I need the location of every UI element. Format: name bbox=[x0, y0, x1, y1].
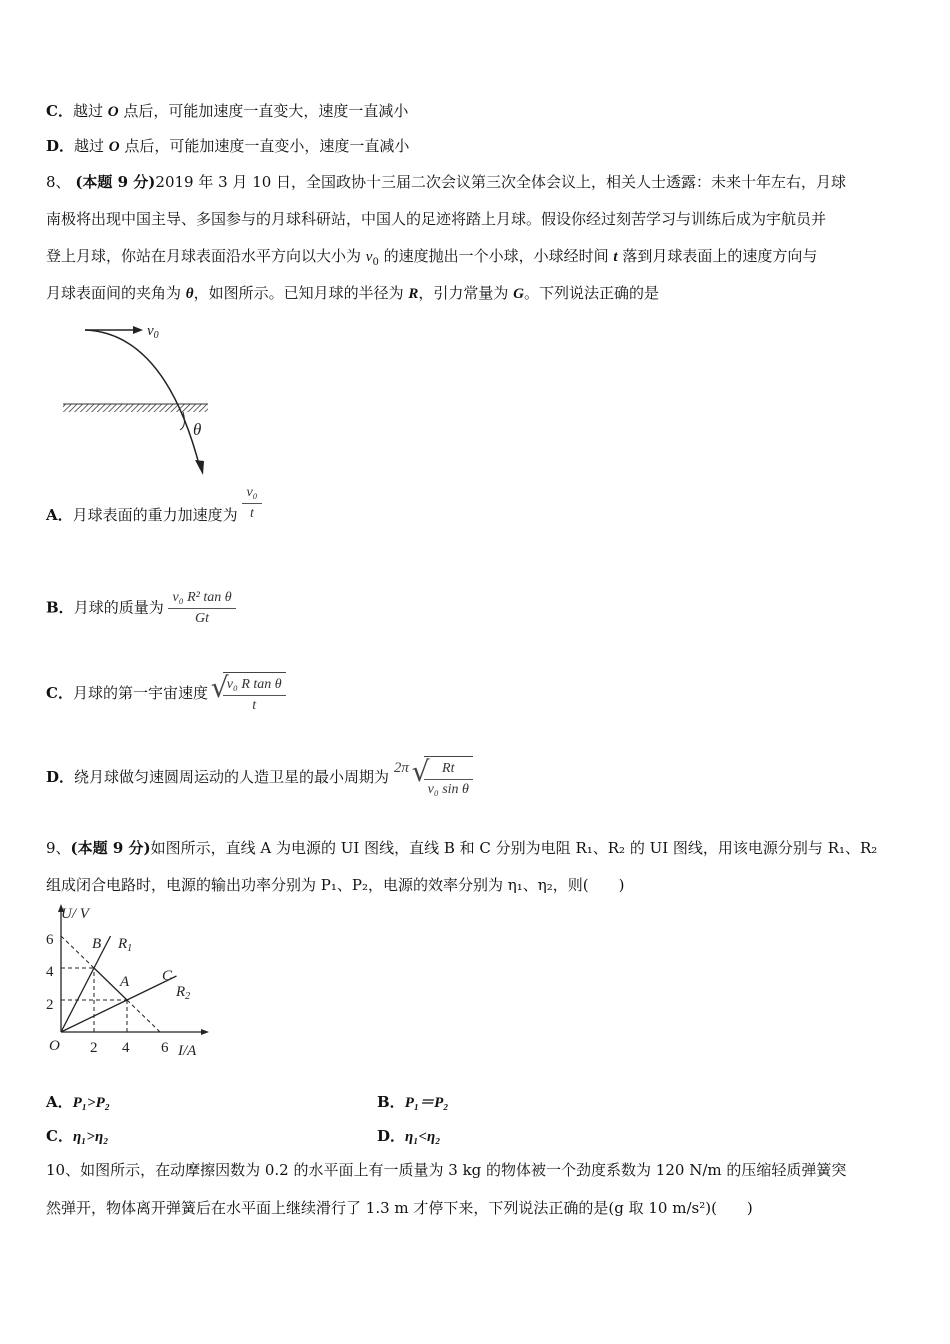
q8-option-d[interactable]: D．绕月球做匀速圆周运动的人造卫星的最小周期为 2π √ $\frac{Rt}{\text{v₀ sin θ}}$ bbox=[46, 756, 473, 800]
x-tick-2: 2 bbox=[90, 1040, 98, 1056]
trajectory-curve bbox=[85, 330, 200, 468]
q9-option-d[interactable]: D．η₁<η₂ bbox=[377, 1127, 441, 1145]
line-b-label: B bbox=[92, 936, 102, 952]
q8-projectile-figure bbox=[55, 318, 225, 483]
y-tick-4: 4 bbox=[46, 964, 54, 980]
series-line-c bbox=[61, 976, 177, 1032]
ground-surface bbox=[63, 404, 208, 412]
y-axis-label: U/ V bbox=[61, 906, 89, 922]
q8-stem-line4: 月球表面间的夹角为 θ，如图所示。已知月球的半径为 R，引力常量为 G。下列说法正确的是 bbox=[46, 284, 660, 302]
q8-stem-line3: 登上月球，你站在月球表面沿水平方向以大小为 $v_0$ 的速度抛出一个小球，小球经时间 t 落到月球表面上的速度方向与 bbox=[46, 247, 818, 268]
q8-option-a[interactable]: A．月球表面的重力加速度为 $\frac{\text{v₀}}{t}$ bbox=[46, 505, 262, 525]
q10-stem-line1: 10、如图所示，在动摩擦因数为 0.2 的水平面上有一质量为 3 kg 的物体被一个劲度系数为 120 N/m 的压缩轻质弹簧突 bbox=[46, 1161, 847, 1179]
q8-stem-line2: 南极将出现中国主导、多国参与的月球科研站，中国人的足迹将踏上月球。假设你经过刻苦学习与训练后成为宇航员并 bbox=[46, 210, 827, 228]
q8-option-c[interactable]: C．月球的第一宇宙速度 √ $\frac{\text{v₀ R tan θ}}{t}$ bbox=[46, 672, 286, 716]
q9-stem-line1: 9、(本题 9 分)如图所示，直线 A 为电源的 UI 图线，直线 B 和 C 分别为电阻 R₁、R₂ 的 UI 图线，用该电源分别与 R₁、R₂ bbox=[46, 839, 878, 857]
q9-stem-line2: 组成闭合电路时，电源的输出功率分别为 P₁、P₂，电源的效率分别为 η₁、η₂，则( ) bbox=[46, 876, 625, 894]
line-r2-label: $R_2$ bbox=[176, 984, 191, 1002]
x-tick-6: 6 bbox=[161, 1040, 169, 1056]
series-line-b bbox=[61, 936, 111, 1032]
q8-option-b[interactable]: B．月球的质量为 $\frac{\text{v₀ R² tan θ}}{Gt}$ bbox=[46, 588, 236, 629]
y-tick-2: 2 bbox=[46, 997, 54, 1013]
q8-stem-line1: 8、 (本题 9 分)2019 年 3 月 10 日，全国政协十三届二次会议第三次全体会议上，相关人士透露：未来十年左右，月球 bbox=[46, 173, 847, 191]
q9-ui-chart bbox=[40, 902, 220, 1062]
series-a-lower-dashed bbox=[127, 1000, 160, 1032]
q9-option-c[interactable]: C．η₁>η₂ bbox=[46, 1127, 109, 1145]
line-c-label: C bbox=[162, 968, 173, 984]
q9-option-b[interactable]: B．P₁＝P₂ bbox=[377, 1093, 449, 1111]
q9-option-a[interactable]: A．P₁>P₂ bbox=[46, 1093, 110, 1111]
svg-text:θ: θ bbox=[193, 420, 202, 439]
q10-stem-line2: 然弹开，物体离开弹簧后在水平面上继续滑行了 1.3 m 才停下来，下列说法正确的是(g 取 10 m/s²)( ) bbox=[46, 1199, 753, 1217]
series-a-upper-dashed bbox=[61, 936, 94, 968]
y-tick-6: 6 bbox=[46, 932, 54, 948]
line-a-label: A bbox=[120, 974, 130, 990]
line-r1-label: $R_1$ bbox=[118, 936, 133, 954]
origin-label: O bbox=[49, 1038, 60, 1054]
x-axis-label: I/A bbox=[178, 1043, 197, 1059]
svg-text:v0: $v_0$ bbox=[147, 323, 159, 341]
x-tick-4: 4 bbox=[122, 1040, 130, 1056]
q7-option-c[interactable]: C．越过 O 点后，可能加速度一直变大，速度一直减小 bbox=[46, 102, 409, 120]
q7-option-d[interactable]: D．越过 O 点后，可能加速度一直变小，速度一直减小 bbox=[46, 137, 410, 155]
